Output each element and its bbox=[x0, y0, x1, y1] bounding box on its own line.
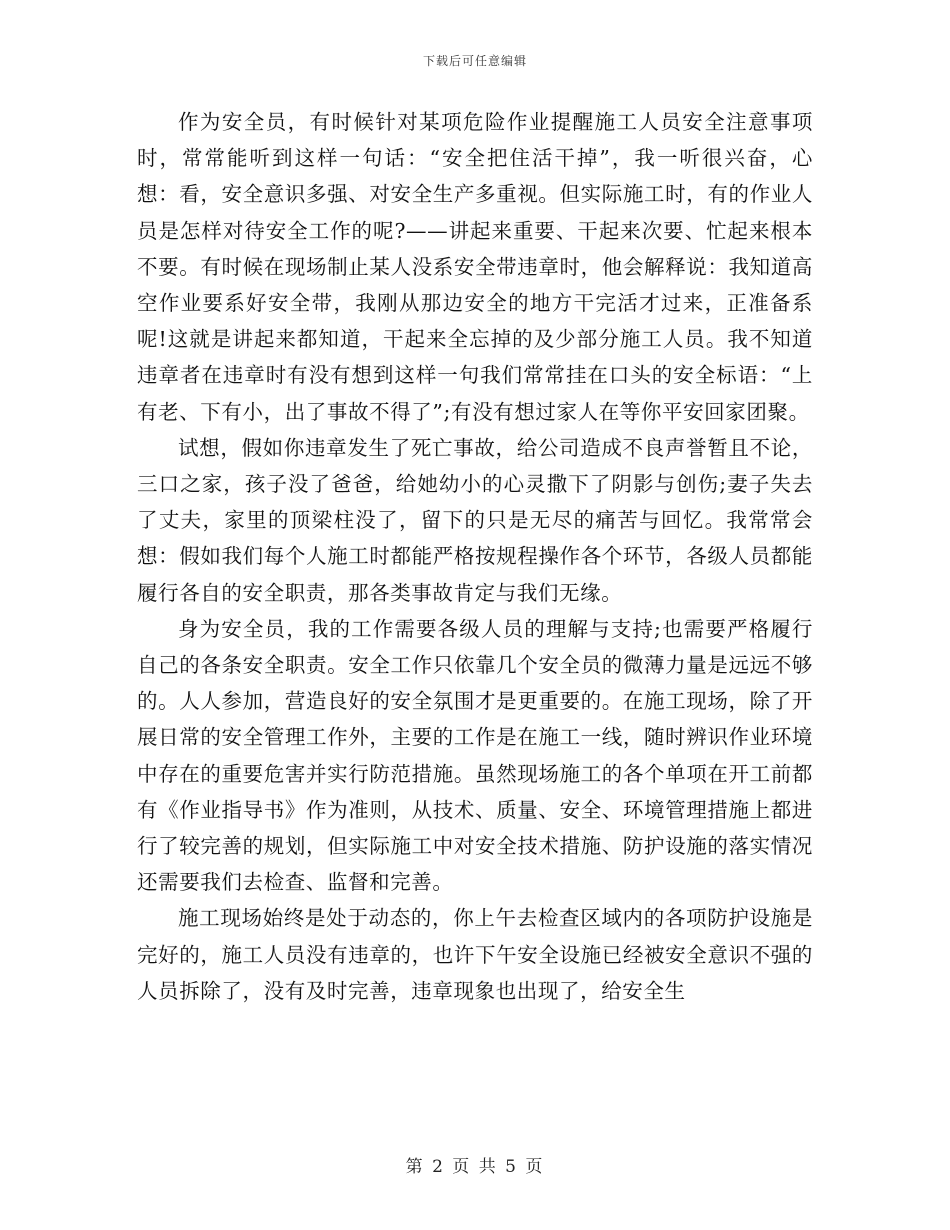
page-number: 第 2 页 共 5 页 bbox=[405, 1157, 545, 1177]
paragraph-1: 作为安全员，有时候针对某项危险作业提醒施工人员安全注意事项时，常常能听到这样一句话：“安全把住活干掉”，我一听很兴奋，心想：看，安全意识多强、对安全生产多重视。但实际施工时，有的作业人员是怎样对待安全工作的呢?——讲起来重要、干起来次要、忙起来根本不要。有时候在现场制止某人没系安全带违章时，他会解释说：我知道高空作业要系好安全带，我刚从那边安全的地方干完活才过来，正准备系呢!这就是讲起来都知道，干起来全忘掉的及少部分施工人员。我不知道违章者在违章时有没有想到这样一句我们常常挂在口头的安全标语：“上有老、下有小，出了事故不得了”;有没有想过家人在等你平安回家团聚。 bbox=[137, 110, 813, 424]
page-header: 下载后可任意编辑 bbox=[422, 54, 527, 68]
paragraph-2: 试想，假如你违章发生了死亡事故，给公司造成不良声誉暂且不论，三口之家，孩子没了爸爸，给她幼小的心灵撒下了阴影与创伤;妻子失去了丈夫，家里的顶梁柱没了，留下的只是无尽的痛苦与回忆。我常常会想：假如我们每个人施工时都能严格按规程操作各个环节，各级人员都能履行各自的安全职责，那各类事故肯定与我们无缘。 bbox=[137, 435, 813, 605]
paragraph-3: 身为安全员，我的工作需要各级人员的理解与支持;也需要严格履行自己的各条安全职责。安全工作只依靠几个安全员的微薄力量是远远不够的。人人参加，营造良好的安全氛围才是更重要的。在施工现场，除了开展日常的安全管理工作外，主要的工作是在施工一线，随时辨识作业环境中存在的重要危害并实行防范措施。虽然现场施工的各个单项在开工前都有《作业指导书》作为准则，从技术、质量、安全、环境管理措施上都进行了较完善的规划，但实际施工中对安全技术措施、防护设施的落实情况还需要我们去检查、监督和完善。 bbox=[137, 616, 813, 895]
paragraph-4: 施工现场始终是处于动态的，你上午去检查区域内的各项防护设施是完好的，施工人员没有违章的，也许下午安全设施已经被安全意识不强的人员拆除了，没有及时完善，违章现象也出现了，给安全生 bbox=[137, 906, 813, 1003]
document-body bbox=[137, 104, 813, 1009]
